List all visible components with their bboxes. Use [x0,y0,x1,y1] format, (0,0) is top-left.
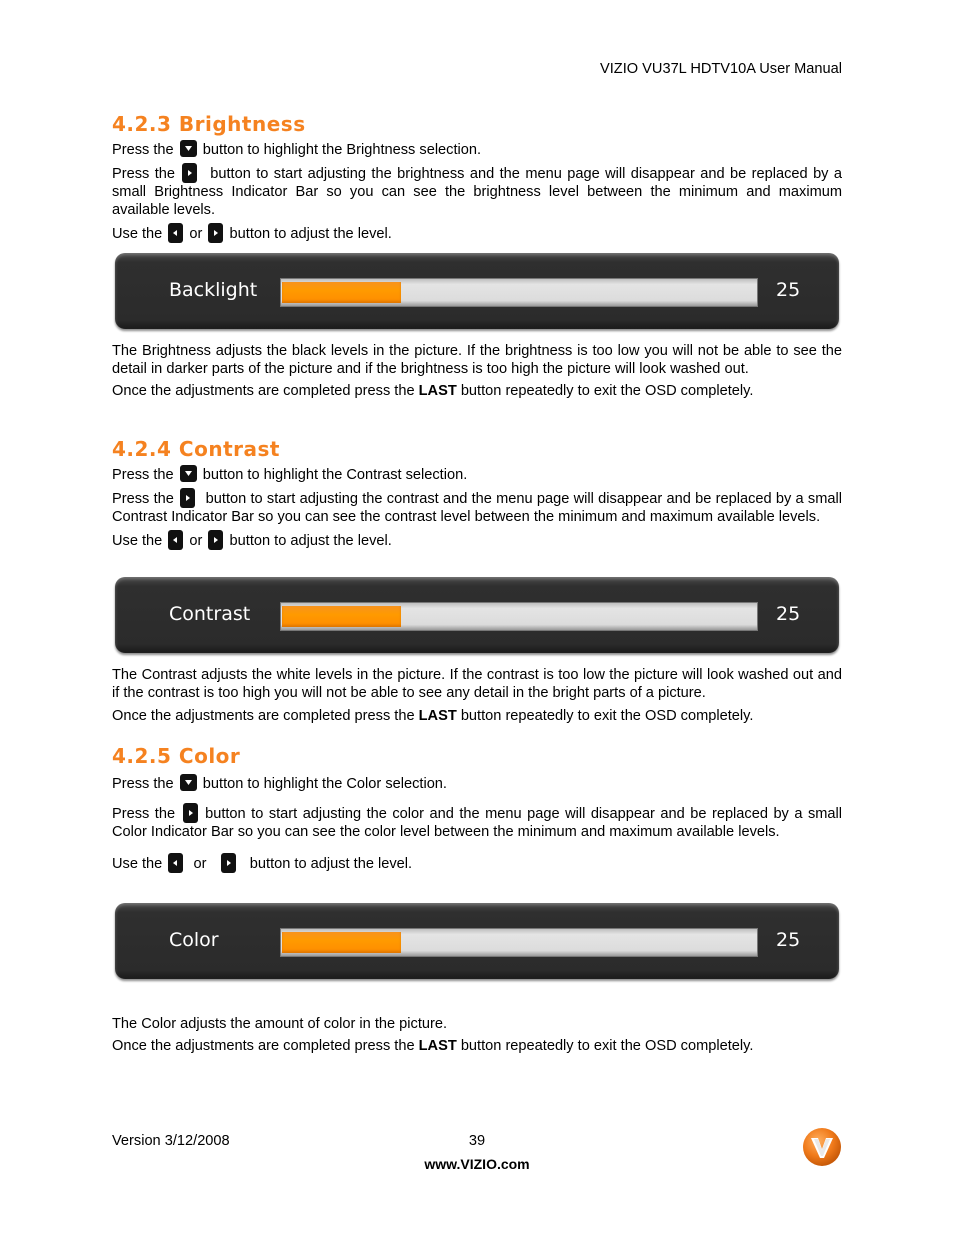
right-arrow-button-icon [182,163,197,183]
section-heading: 4.2.4 Contrast [112,437,280,461]
osd-contrast-bar [115,577,839,653]
right-arrow-button-icon [221,853,236,873]
section-color [112,744,842,873]
osd-track [280,928,758,957]
osd-label: Contrast [169,603,251,625]
page-header: VIZIO VU37L HDTV10A User Manual [600,61,842,77]
instruction-highlight: Press the button to highlight the Contrast selection. [112,467,468,483]
osd-track [280,278,758,307]
section-brightness [112,112,842,243]
section-contrast [112,437,842,550]
instruction-highlight: Press the button to highlight the Color selection. [112,776,447,792]
right-arrow-button-icon [208,223,223,243]
osd-value: 25 [776,929,801,951]
description: The Contrast adjusts the white levels in the picture. If the contrast is too low the picture will look washed out and if the contrast is too high you will not be able to see any detail in the bright parts of a picture. [112,667,842,701]
osd-color-bar [115,903,839,979]
down-arrow-button-icon [180,140,197,157]
exit-instruction: Once the adjustments are completed press the LAST button repeatedly to exit the OSD completely. [112,383,754,399]
osd-backlight-bar [115,253,839,329]
footer-version: Version 3/12/2008 [112,1133,230,1149]
exit-instruction: Once the adjustments are completed press the LAST button repeatedly to exit the OSD completely. [112,1038,754,1054]
page-number: 39 [468,1133,486,1149]
footer-url: www.VIZIO.com [424,1156,530,1172]
instruction-start: Press the button to start adjusting the brightness and the menu page will disappear and be replaced by a small Brightness Indicator Bar so you can see the brightness level between the minimum and maximum available levels. [112,163,842,219]
left-arrow-button-icon [168,223,183,243]
right-arrow-button-icon [180,488,195,508]
down-arrow-button-icon [180,465,197,482]
instruction-highlight: Press the button to highlight the Brightness selection. [112,142,482,158]
instruction-adjust: Use the or button to adjust the level. [112,853,842,873]
instruction-adjust: Use the or button to adjust the level. [112,223,842,243]
osd-label: Color [169,929,219,951]
osd-value: 25 [776,603,801,625]
description: The Brightness adjusts the black levels in the picture. If the brightness is too low you will not be able to see the detail in darker parts of the picture and if the brightness is too high the picture will look washed out. [112,343,842,377]
osd-level-fill [282,282,401,303]
down-arrow-button-icon [180,774,197,791]
description: The Color adjusts the amount of color in the picture. [112,1016,448,1032]
instruction-start: Press the button to start adjusting the contrast and the menu page will disappear and be replaced by a small Contrast Indicator Bar so you can see the contrast level between the minimum and maximum available levels. [112,488,842,526]
section-color-desc [112,1015,842,1055]
osd-level-fill [282,606,401,627]
section-heading: 4.2.3 Brightness [112,112,306,136]
right-arrow-button-icon [208,530,223,550]
left-arrow-button-icon [168,853,183,873]
right-arrow-button-icon [183,803,198,823]
left-arrow-button-icon [168,530,183,550]
osd-level-fill [282,932,401,953]
section-brightness-desc [112,342,842,400]
instruction-start: Press the button to start adjusting the color and the menu page will disappear and be replaced by a small Color Indicator Bar so you can see the color level between the minimum and maximum available levels. [112,803,842,841]
exit-instruction: Once the adjustments are completed press the LAST button repeatedly to exit the OSD completely. [112,708,754,724]
vizio-logo-icon [802,1127,842,1167]
section-heading: 4.2.5 Color [112,744,241,768]
section-contrast-desc [112,666,842,725]
osd-label: Backlight [169,279,258,301]
osd-value: 25 [776,279,801,301]
osd-track [280,602,758,631]
instruction-adjust: Use the or button to adjust the level. [112,530,842,550]
